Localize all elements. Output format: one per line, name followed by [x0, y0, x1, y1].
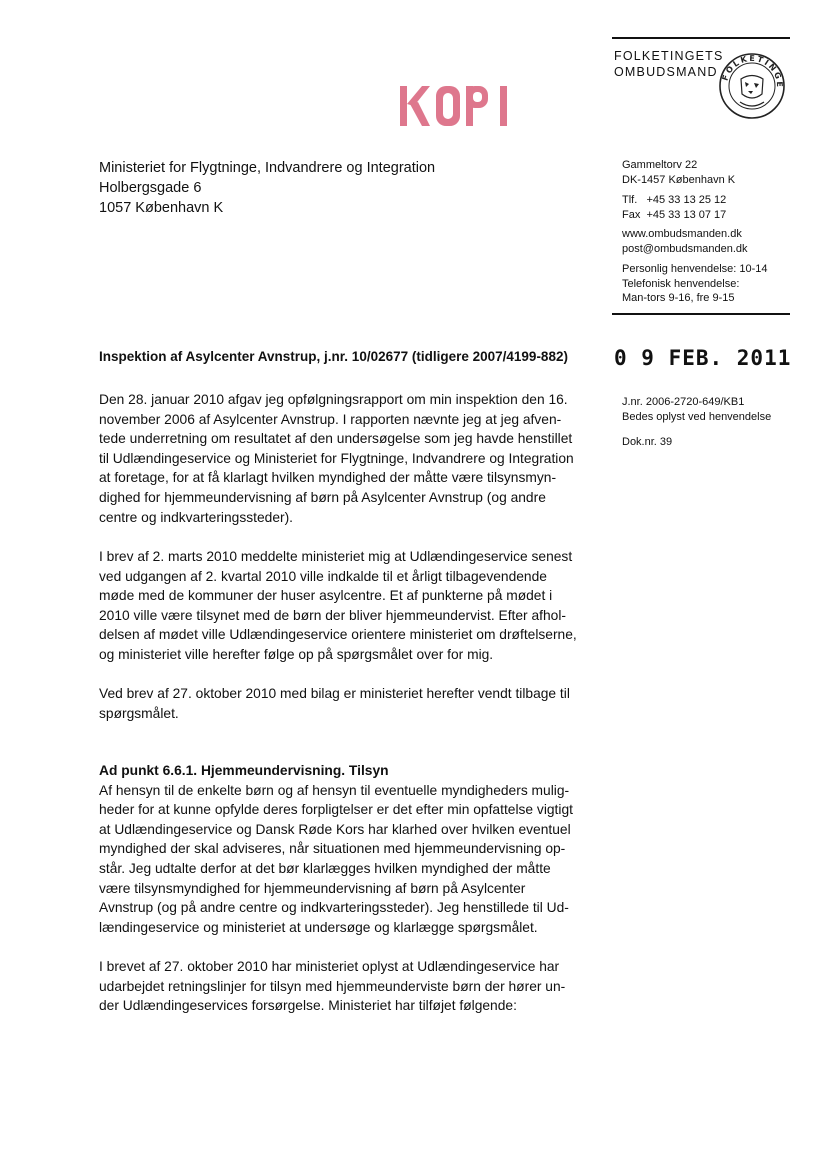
paragraph-1 — [99, 390, 579, 527]
contact-rule — [612, 313, 790, 315]
svg-text:FOLKETINGET: FOLKETINGE — [720, 53, 785, 90]
org-name-line2: OMBUDSMAND — [614, 65, 718, 79]
kopi-stamp — [396, 74, 526, 136]
sender-online-block — [622, 227, 748, 256]
reference-block — [622, 395, 771, 424]
text-line: Af hensyn til de enkelte børn og af hensyn til eventuelle myndigheders mulig- — [99, 782, 570, 798]
letter-subject: Inspektion af Asylcenter Avnstrup, j.nr. 10/02677 (tidligere 2007/4199-882) — [99, 349, 568, 364]
document-number: Dok.nr. 39 — [622, 436, 673, 448]
text-line: centre og indkvarteringssteder). — [99, 509, 294, 525]
text-line: Avnstrup (og på andre centre og indkvarteringssteder). Jeg henstillede til Ud- — [99, 900, 569, 916]
text-line: myndighed der skal adviseres, når situationen med hjemmeundervisning op- — [99, 841, 566, 857]
text-line: spørgsmålet. — [99, 705, 179, 721]
parliament-seal-icon — [718, 52, 786, 120]
text-line: lændingeservice og ministeriet at undersøge og klarlægge spørgsmålet. — [99, 919, 538, 935]
sender-street: Gammeltorv 22 — [622, 159, 698, 171]
top-rule — [612, 37, 790, 39]
text-line: dighed for hjemmeundervisning af børn på Asylcenter Avnstrup (og andre — [99, 489, 546, 505]
recipient-line: 1057 København K — [99, 200, 224, 216]
paragraph-5 — [99, 957, 579, 1016]
section-heading: Ad punkt 6.6.1. Hjemmeundervisning. Tilsyn — [99, 763, 389, 778]
recipient-address — [99, 158, 435, 218]
sender-hours-block — [622, 262, 768, 306]
hours-line: Man-tors 9-16, fre 9-15 — [622, 292, 735, 304]
org-name — [614, 48, 724, 80]
text-line: udarbejdet retningslinjer for tilsyn med hjemmeunderviste børn der hører un- — [99, 978, 566, 994]
text-line: tede underretning om resultatet af den undersøgelse som jeg havde henstillet — [99, 431, 573, 447]
section-6-6-1 — [99, 761, 579, 937]
sender-address — [622, 158, 735, 187]
recipient-line: Holbergsgade 6 — [99, 180, 202, 196]
text-line: delsen af mødet ville Udlændingeservice orientere ministeriet om drøftelserne, — [99, 627, 577, 643]
text-line: 2010 ville være tilsynet med de børn der bliver hjemmeundervist. Efter afhol- — [99, 607, 566, 623]
sender-fax: Fax +45 33 13 07 17 — [622, 208, 727, 221]
org-name-line1: FOLKETINGETS — [614, 49, 724, 63]
text-line: til Udlændingeservice og Ministeriet for Flygtninge, Indvandrere og Integration — [99, 450, 574, 466]
hours-line: Personlig henvendelse: 10-14 — [622, 263, 768, 275]
text-line: at Udlændingeservice og Dansk Røde Kors har klarhed over hvilken eventuel — [99, 821, 571, 837]
text-line: og ministeriet ville herefter følge op på spørgsmålet over for mig. — [99, 646, 494, 662]
journal-number: J.nr. 2006-2720-649/KB1 — [622, 396, 745, 408]
text-line: være tilsynsmyndighed for hjemmeundervisning af børn på Asylcenter — [99, 880, 526, 896]
sender-city: DK-1457 København K — [622, 173, 736, 186]
text-line: møde med de kommuner der huser asylcentre. Et af punkterne på mødet i — [99, 588, 553, 604]
text-line: Den 28. januar 2010 afgav jeg opfølgningsrapport om min inspektion den 16. — [99, 392, 568, 407]
sender-email-link[interactable]: post@ombudsmanden.dk — [622, 242, 748, 255]
hours-line: Telefonisk henvendelse: — [622, 277, 740, 290]
text-line: Ved brev af 27. oktober 2010 med bilag er ministeriet herefter vendt tilbage til — [99, 686, 570, 701]
recipient-line: Ministeriet for Flygtninge, Indvandrere og Integration — [99, 160, 436, 176]
text-line: at foretage, for at få klarlagt hvilken myndighed der måtte være tilsynsmyn- — [99, 470, 557, 486]
text-line: står. Jeg udtalte derfor at det bør klarlægges hvilken myndighed der måtte — [99, 860, 551, 876]
text-line: I brevet af 27. oktober 2010 har ministeriet oplyst at Udlændingeservice har — [99, 959, 560, 974]
text-line: november 2006 af Asylcenter Avnstrup. I rapporten nævnte jeg at jeg afven- — [99, 411, 562, 427]
text-line: heder for at kunne opfylde deres forpligtelser er det efter min opfattelse vigtigt — [99, 802, 573, 818]
sender-website-link[interactable]: www.ombudsmanden.dk — [622, 228, 742, 240]
reference-note: Bedes oplyst ved henvendelse — [622, 410, 772, 423]
paragraph-3 — [99, 684, 579, 723]
paragraph-2 — [99, 547, 579, 665]
text-line: der Udlændingeservices forsørgelse. Ministeriet har tilføjet følgende: — [99, 998, 517, 1014]
text-line: ved udgangen af 2. kvartal 2010 ville indkalde til et årligt tilbagevendende — [99, 568, 547, 584]
sender-phone: Tlf. +45 33 13 25 12 — [622, 194, 727, 206]
sender-phone-block — [622, 193, 726, 222]
date-stamp: 0 9 FEB. 2011 — [614, 346, 792, 370]
text-line: I brev af 2. marts 2010 meddelte ministeriet mig at Udlændingeservice senest — [99, 549, 573, 564]
